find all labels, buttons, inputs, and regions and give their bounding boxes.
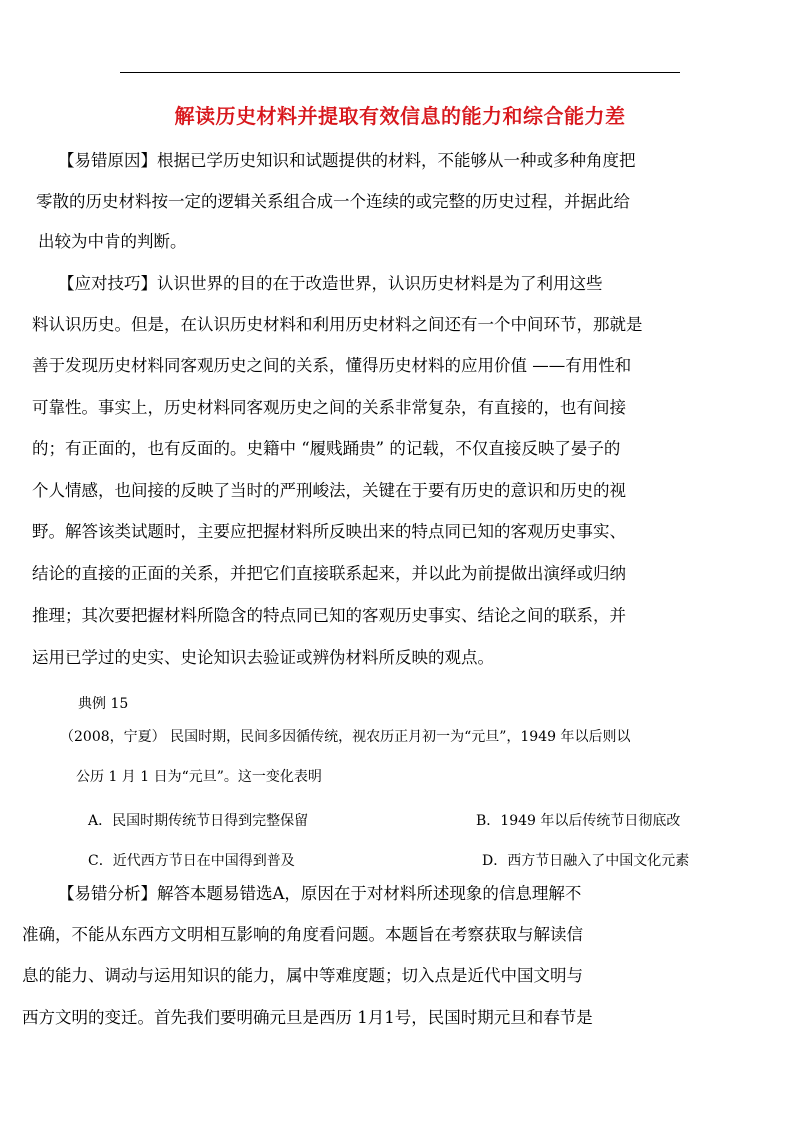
analysis-line: 【易错分析】解答本题易错选A，原因在于对材料所述现象的信息理解不	[58, 884, 582, 903]
strategy-line: 善于发现历史材料同客观历史之间的关系，懂得历史材料的应用价值 ——有用性和	[32, 356, 632, 375]
strategy-line: 料认识历史。但是，在认识历史材料和利用历史材料之间还有一个中间环节，那就是	[32, 315, 643, 334]
strategy-line: 运用已学过的史实、史论知识去验证或辨伪材料所反映的观点。	[32, 648, 494, 667]
mistake-cause-line: 【易错原因】根据已学历史知识和试题提供的材料，不能够从一种或多种角度把	[58, 151, 636, 170]
strategy-line: 野。解答该类试题时，主要应把握材料所反映出来的特点同已知的客观历史事实、	[32, 522, 626, 541]
strategy-line: 可靠性。事实上，历史材料同客观历史之间的关系非常复杂，有直接的，也有间接	[32, 398, 626, 417]
option-a: A．民国时期传统节日得到完整保留	[88, 813, 309, 829]
strategy-line: 个人情感，也间接的反映了当时的严刑峻法，关键在于要有历史的意识和历史的视	[32, 481, 626, 500]
analysis-line: 息的能力、调动与运用知识的能力，属中等难度题；切入点是近代中国文明与	[22, 966, 583, 985]
strategy-line: 的；有正面的，也有反面的。史籍中 “履贱踊贵” 的记载，不仅直接反映了晏子的	[32, 439, 621, 458]
option-d: D．西方节日融入了中国文化元素	[482, 853, 690, 869]
question-line: 公历 1 月 1 日为“元旦”。这一变化表明	[76, 769, 322, 785]
header-rule	[120, 72, 680, 73]
question-line: （2008，宁夏） 民国时期，民间多因循传统，视农历正月初一为“元旦”，1949 年以后则以	[60, 729, 631, 745]
analysis-line: 西方文明的变迁。首先我们要明确元旦是西历 1月1号，民国时期元旦和春节是	[22, 1008, 593, 1027]
example-label: 典例 15	[78, 696, 129, 712]
mistake-cause-line: 出较为中肯的判断。	[38, 232, 187, 251]
analysis-line: 准确，不能从东西方文明相互影响的角度看问题。本题旨在考察获取与解读信	[22, 925, 583, 944]
option-b: B．1949 年以后传统节日彻底改	[476, 813, 681, 829]
page-title: 解读历史材料并提取有效信息的能力和综合能力差	[174, 104, 626, 128]
strategy-line: 【应对技巧】认识世界的目的在于改造世界，认识历史材料是为了利用这些	[58, 274, 603, 293]
strategy-line: 推理；其次要把握材料所隐含的特点同已知的客观历史事实、结论之间的联系，并	[32, 606, 626, 625]
strategy-line: 结论的直接的正面的关系，并把它们直接联系起来，并以此为前提做出演绎或归纳	[32, 564, 626, 583]
option-c: C．近代西方节日在中国得到普及	[88, 853, 295, 869]
mistake-cause-line: 零散的历史材料按一定的逻辑关系组合成一个连续的或完整的历史过程，并据此给	[36, 192, 630, 211]
